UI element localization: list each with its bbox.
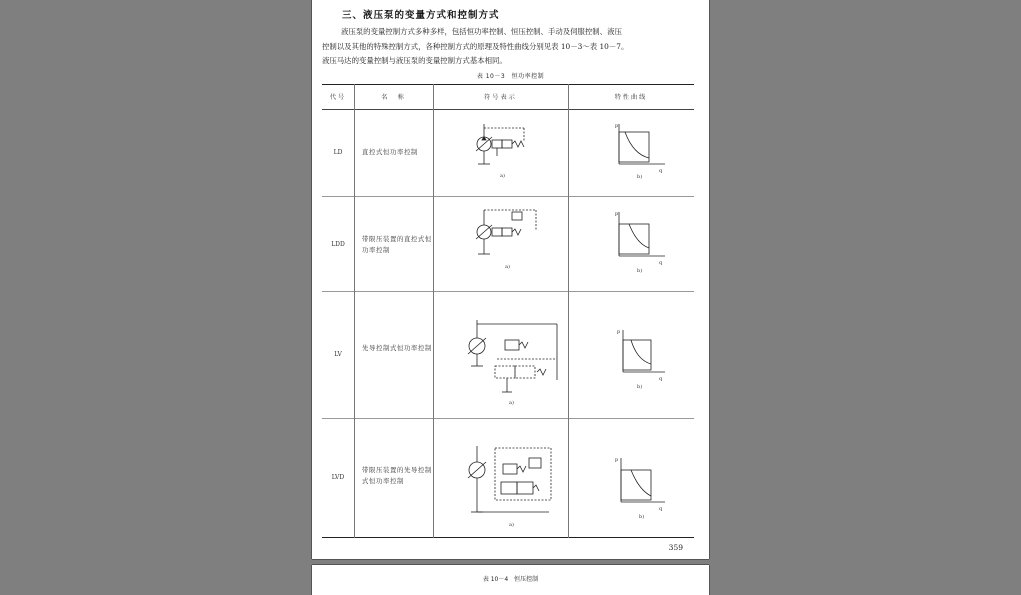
svg-text:p: p — [615, 123, 619, 129]
column-rule — [568, 84, 569, 538]
page-number: 359 — [668, 543, 683, 552]
row-name: 带限压装置的先导控制式恒功率控制 — [362, 466, 432, 485]
ldd-characteristic-curve — [607, 208, 667, 274]
svg-text:q: q — [659, 168, 663, 174]
next-page-top — [312, 565, 709, 595]
paragraph-line: 液压泵的变量控制方式多种多样，包括恒功率控制、恒压控制、手动及伺服控制、液压 — [341, 27, 622, 36]
symbol-label: a) — [509, 522, 514, 528]
header-curve: 特性曲线 — [614, 94, 648, 101]
symbol-label: a) — [505, 264, 510, 270]
ldd-hydraulic-symbol — [472, 206, 542, 271]
row-rule — [322, 196, 694, 197]
paragraph-line: 液压马达的变量控制与液压泵的变量控制方式基本相同。 — [322, 56, 507, 65]
svg-text:p: p — [615, 457, 619, 463]
curve-label: b) — [639, 514, 645, 520]
svg-text:p: p — [617, 329, 621, 335]
ld-hydraulic-symbol — [472, 120, 542, 180]
svg-text:q: q — [659, 260, 663, 266]
lvd-hydraulic-symbol — [457, 440, 567, 530]
header-code: 代号 — [329, 94, 347, 101]
row-code: LVD — [331, 474, 345, 481]
next-table-caption: 表 10－4 恒压控制 — [482, 576, 539, 583]
column-rule — [354, 84, 355, 538]
curve-label: b) — [637, 384, 643, 390]
header-name: 名 称 — [381, 94, 406, 101]
svg-text:q: q — [659, 506, 663, 512]
lv-characteristic-curve — [607, 324, 667, 390]
control-table — [322, 84, 694, 538]
header-symbol: 符号表示 — [484, 94, 517, 101]
symbol-label: a) — [500, 173, 505, 179]
table-bottom-rule — [322, 537, 694, 538]
row-rule — [322, 418, 694, 419]
paragraph-line: 控制以及其他的特殊控制方式，各种控制方式的原理及特性曲线分别见表 10－3～表 10－7。 — [322, 41, 629, 51]
lvd-characteristic-curve — [607, 452, 667, 522]
symbol-label: a) — [509, 400, 514, 406]
section-heading: 三、液压泵的变量方式和控制方式 — [342, 10, 500, 21]
curve-label: b) — [637, 174, 643, 180]
row-code: LV — [334, 351, 342, 358]
body-paragraph — [322, 25, 697, 69]
curve-label: b) — [637, 268, 643, 274]
row-code: LDD — [331, 241, 345, 248]
row-name: 直控式恒功率控制 — [362, 148, 418, 156]
table-caption: 表 10－3 恒功率控制 — [476, 73, 545, 80]
svg-text:p: p — [615, 211, 619, 217]
header-rule — [322, 109, 694, 110]
ld-characteristic-curve — [607, 120, 667, 180]
row-name: 先导控制式恒功率控制 — [362, 344, 432, 352]
row-name: 带限压装置的直控式恒功率控制 — [362, 235, 432, 254]
row-code: LD — [333, 149, 343, 156]
column-rule — [433, 84, 434, 538]
svg-text:q: q — [659, 376, 663, 382]
table-top-rule — [322, 84, 694, 85]
lv-hydraulic-symbol — [457, 314, 567, 406]
row-rule — [322, 291, 694, 292]
document-page — [312, 0, 709, 559]
